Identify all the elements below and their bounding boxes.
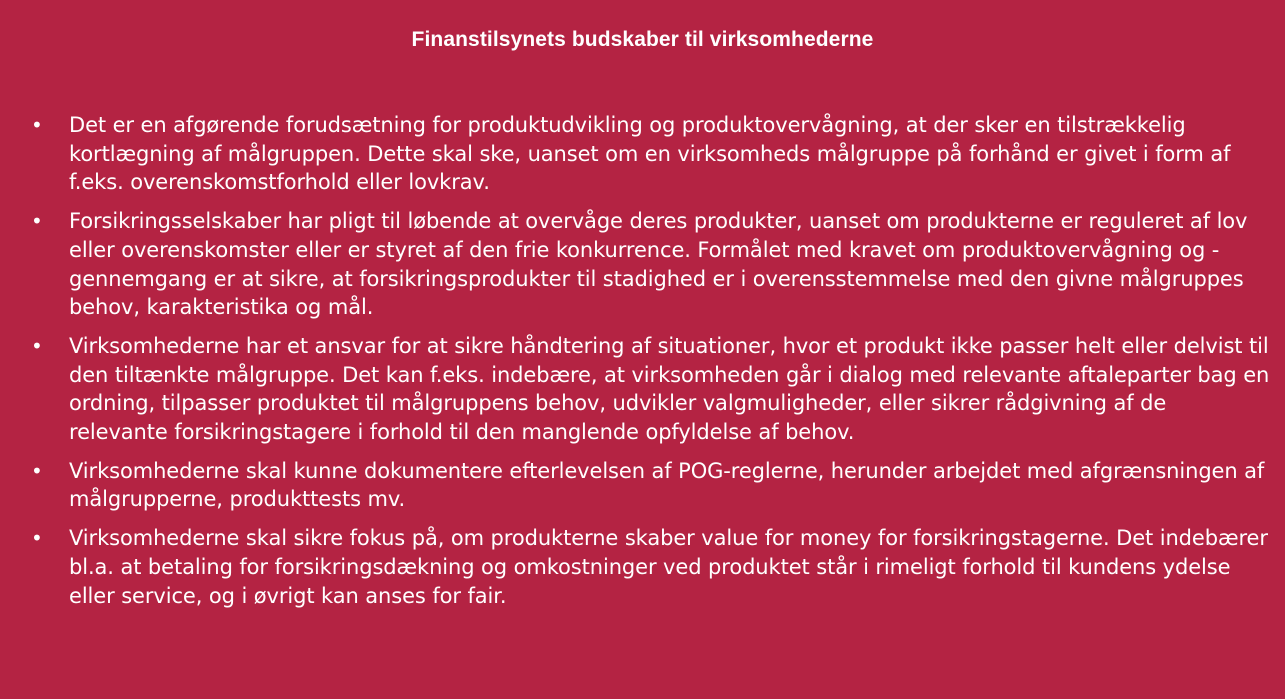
bullet-item — [0, 524, 1285, 610]
bullet-item — [0, 457, 1285, 514]
bullet-dot-icon: • — [31, 333, 43, 358]
bullet-item — [0, 111, 1285, 197]
bullet-item — [0, 332, 1285, 447]
bullet-list — [0, 111, 1285, 620]
bullet-text: Forsikringsselskaber har pligt til løbende at overvåge deres produkter, uanset om produkterne er reguleret af lov eller overenskomster eller er styret af den frie konkurrence. Formålet med kravet om produktovervågning og -gennemgang er at sikre, at forsikringsprodukter til stadighed er i overensstemmelse med den givne målgruppes behov, karakteristika og mål. — [69, 209, 1248, 320]
bullet-text: Det er en afgørende forudsætning for produktudvikling og produktovervågning, at der sker en tilstrækkelig kortlægning af målgruppen. Dette skal ske, uanset om en virksomheds målgruppe på forhånd er givet i form af f.eks. overenskomstforhold eller lovkrav. — [69, 113, 1231, 195]
bullet-text: Virksomhederne skal sikre fokus på, om produkterne skaber value for money for forsikringstagerne. Det indebærer bl.a. at betaling for forsikringsdækning og omkostninger ved produktet står i rimeligt forhold til kundens ydelse eller service, og i øvrigt kan anses for fair. — [69, 526, 1268, 608]
bullet-item — [0, 207, 1285, 322]
slide-title: Finanstilsynets budskaber til virksomhederne — [411, 28, 874, 51]
bullet-text: Virksomhederne skal kunne dokumentere efterlevelsen af POG-reglerne, herunder arbejdet med afgrænsningen af målgrupperne, produkttests mv. — [69, 458, 1265, 512]
bullet-dot-icon: • — [31, 113, 43, 137]
bullet-dot-icon: • — [31, 458, 43, 483]
bullet-dot-icon: • — [31, 209, 43, 234]
bullet-text: Virksomhederne har et ansvar for at sikre håndtering af situationer, hvor et produkt ikke passer helt eller delvist til den tiltænkte målgruppe. Det kan f.eks. indebære, at virksomheden går i dialog med relevante aftaleparter bag en ordning, tilpasser produktet til målgruppens behov, udvikler valgmuligheder, eller sikrer rådgivning af de relevante forsikringstagere i forhold til den manglende opfyldelse af behov. — [69, 333, 1270, 445]
bullet-dot-icon: • — [31, 526, 43, 551]
